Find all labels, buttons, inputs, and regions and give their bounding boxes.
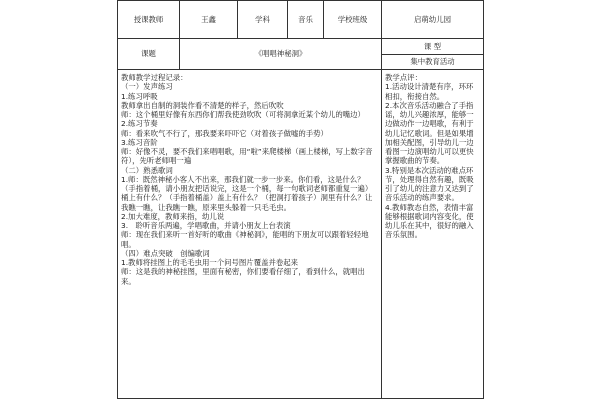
process-line: 师：好像不灵，要不我们来唱唱歌，用“啦”来爬楼梯（画上楼梯，写上数字音符），先听老师唱一遍 <box>121 147 373 166</box>
process-line: 师：看来吹气不行了，那我要来吓吓它（对着孩子做嘘的手势） <box>121 128 328 138</box>
lesson-plan-page <box>117 0 483 400</box>
process-line: 2.加大难度，教师来指，幼儿说 <box>121 211 225 221</box>
process-line: 2.练习节奏 <box>121 119 158 129</box>
lesson-type-cell <box>382 39 484 70</box>
evaluation-cell <box>382 70 484 399</box>
class-value: 启萌幼儿园 <box>382 1 484 39</box>
process-line: 3.练习音阶 <box>121 137 158 147</box>
class-label: 学校班级 <box>324 1 382 39</box>
lesson-type-label: 课 型 <box>423 41 442 51</box>
evaluation-line: 教学点评： <box>385 73 422 82</box>
process-line: 师：现在我们来听一首好听的歌曲《神秘洞》，能唱的下朋友可以跟着轻轻地唱。 <box>121 230 369 249</box>
process-line: 1.教师将挂图上的毛毛虫用一个问号图片覆盖并卷起来 <box>121 258 299 267</box>
lesson-plan-table <box>117 0 484 399</box>
evaluation-line: 1.活动设计清楚有序，环环相扣，衔接自然。 <box>385 82 474 101</box>
process-line: （一）发声练习 <box>121 82 173 92</box>
process-line: 教师教学过程记录： <box>121 73 188 82</box>
teacher-name: 王鑫 <box>180 1 238 39</box>
teaching-process-cell <box>118 70 382 399</box>
evaluation-line: 2.本次音乐活动融合了手指谣，幼儿兴趣浓厚，能够一边做动作一边唱歌，有利于幼儿记忆歌词。但是如果增加相关配图，引导幼儿一边看图一边演唱幼儿可以更快掌握歌曲的节奏。 <box>385 100 474 166</box>
evaluation-line: 4.教师教态自然，表情丰富能够根据歌词内容变化，使幼儿乐在其中，很好的融入音乐氛围。 <box>385 202 474 240</box>
teacher-label: 授课教师 <box>118 1 180 39</box>
teaching-process-text <box>121 73 378 398</box>
process-line: （四）难点突破 创编歌词 <box>121 248 210 258</box>
lesson-type-value: 集中教育活动 <box>382 54 483 70</box>
process-line: （二）熟悉歌词 <box>121 165 173 175</box>
process-line: 师：这个桶里好像有东西你们帮我使劲吹吹（可将洞拿近某个幼儿的嘴边） <box>121 110 365 119</box>
topic-label: 课题 <box>118 39 180 70</box>
subject-label: 学科 <box>238 1 288 39</box>
process-line: 1.练习呼吸 <box>121 91 158 101</box>
evaluation-text <box>385 73 480 398</box>
evaluation-line: 3.特别是本次活动的难点环节，处理得自然有趣，既吸引了幼儿的注意力又达到了音乐活动的练声要求。 <box>385 165 474 203</box>
subject-value: 音乐 <box>288 1 324 39</box>
process-line: 1.师：既然神秘小客人不出来，那我们就一步一步来。你们看，这是什么？（手指着桶，请小朋友把话说完，这是一个桶，每一句歌词老师都重复一遍）桶上有什么？（手指着桶盖）盖上有什么？（把洞打着孩子）洞里有什么？让我瞧一瞧，让我瞧一瞧，原来里头躲着一只毛毛虫。 <box>121 174 373 212</box>
process-line: 教师拿出自制的洞装作看不清楚的样子，然后吹吹 <box>121 100 284 110</box>
process-line: 3. 聆听音乐两遍，学唱歌曲，并请小朋友上台表演 <box>121 221 291 230</box>
topic-value: 《唱唱神秘洞》 <box>180 39 382 70</box>
process-line: 师：这是我的神秘挂图，里面有秘密，你们要看仔细了，看到什么，就唱出来。 <box>121 267 365 286</box>
